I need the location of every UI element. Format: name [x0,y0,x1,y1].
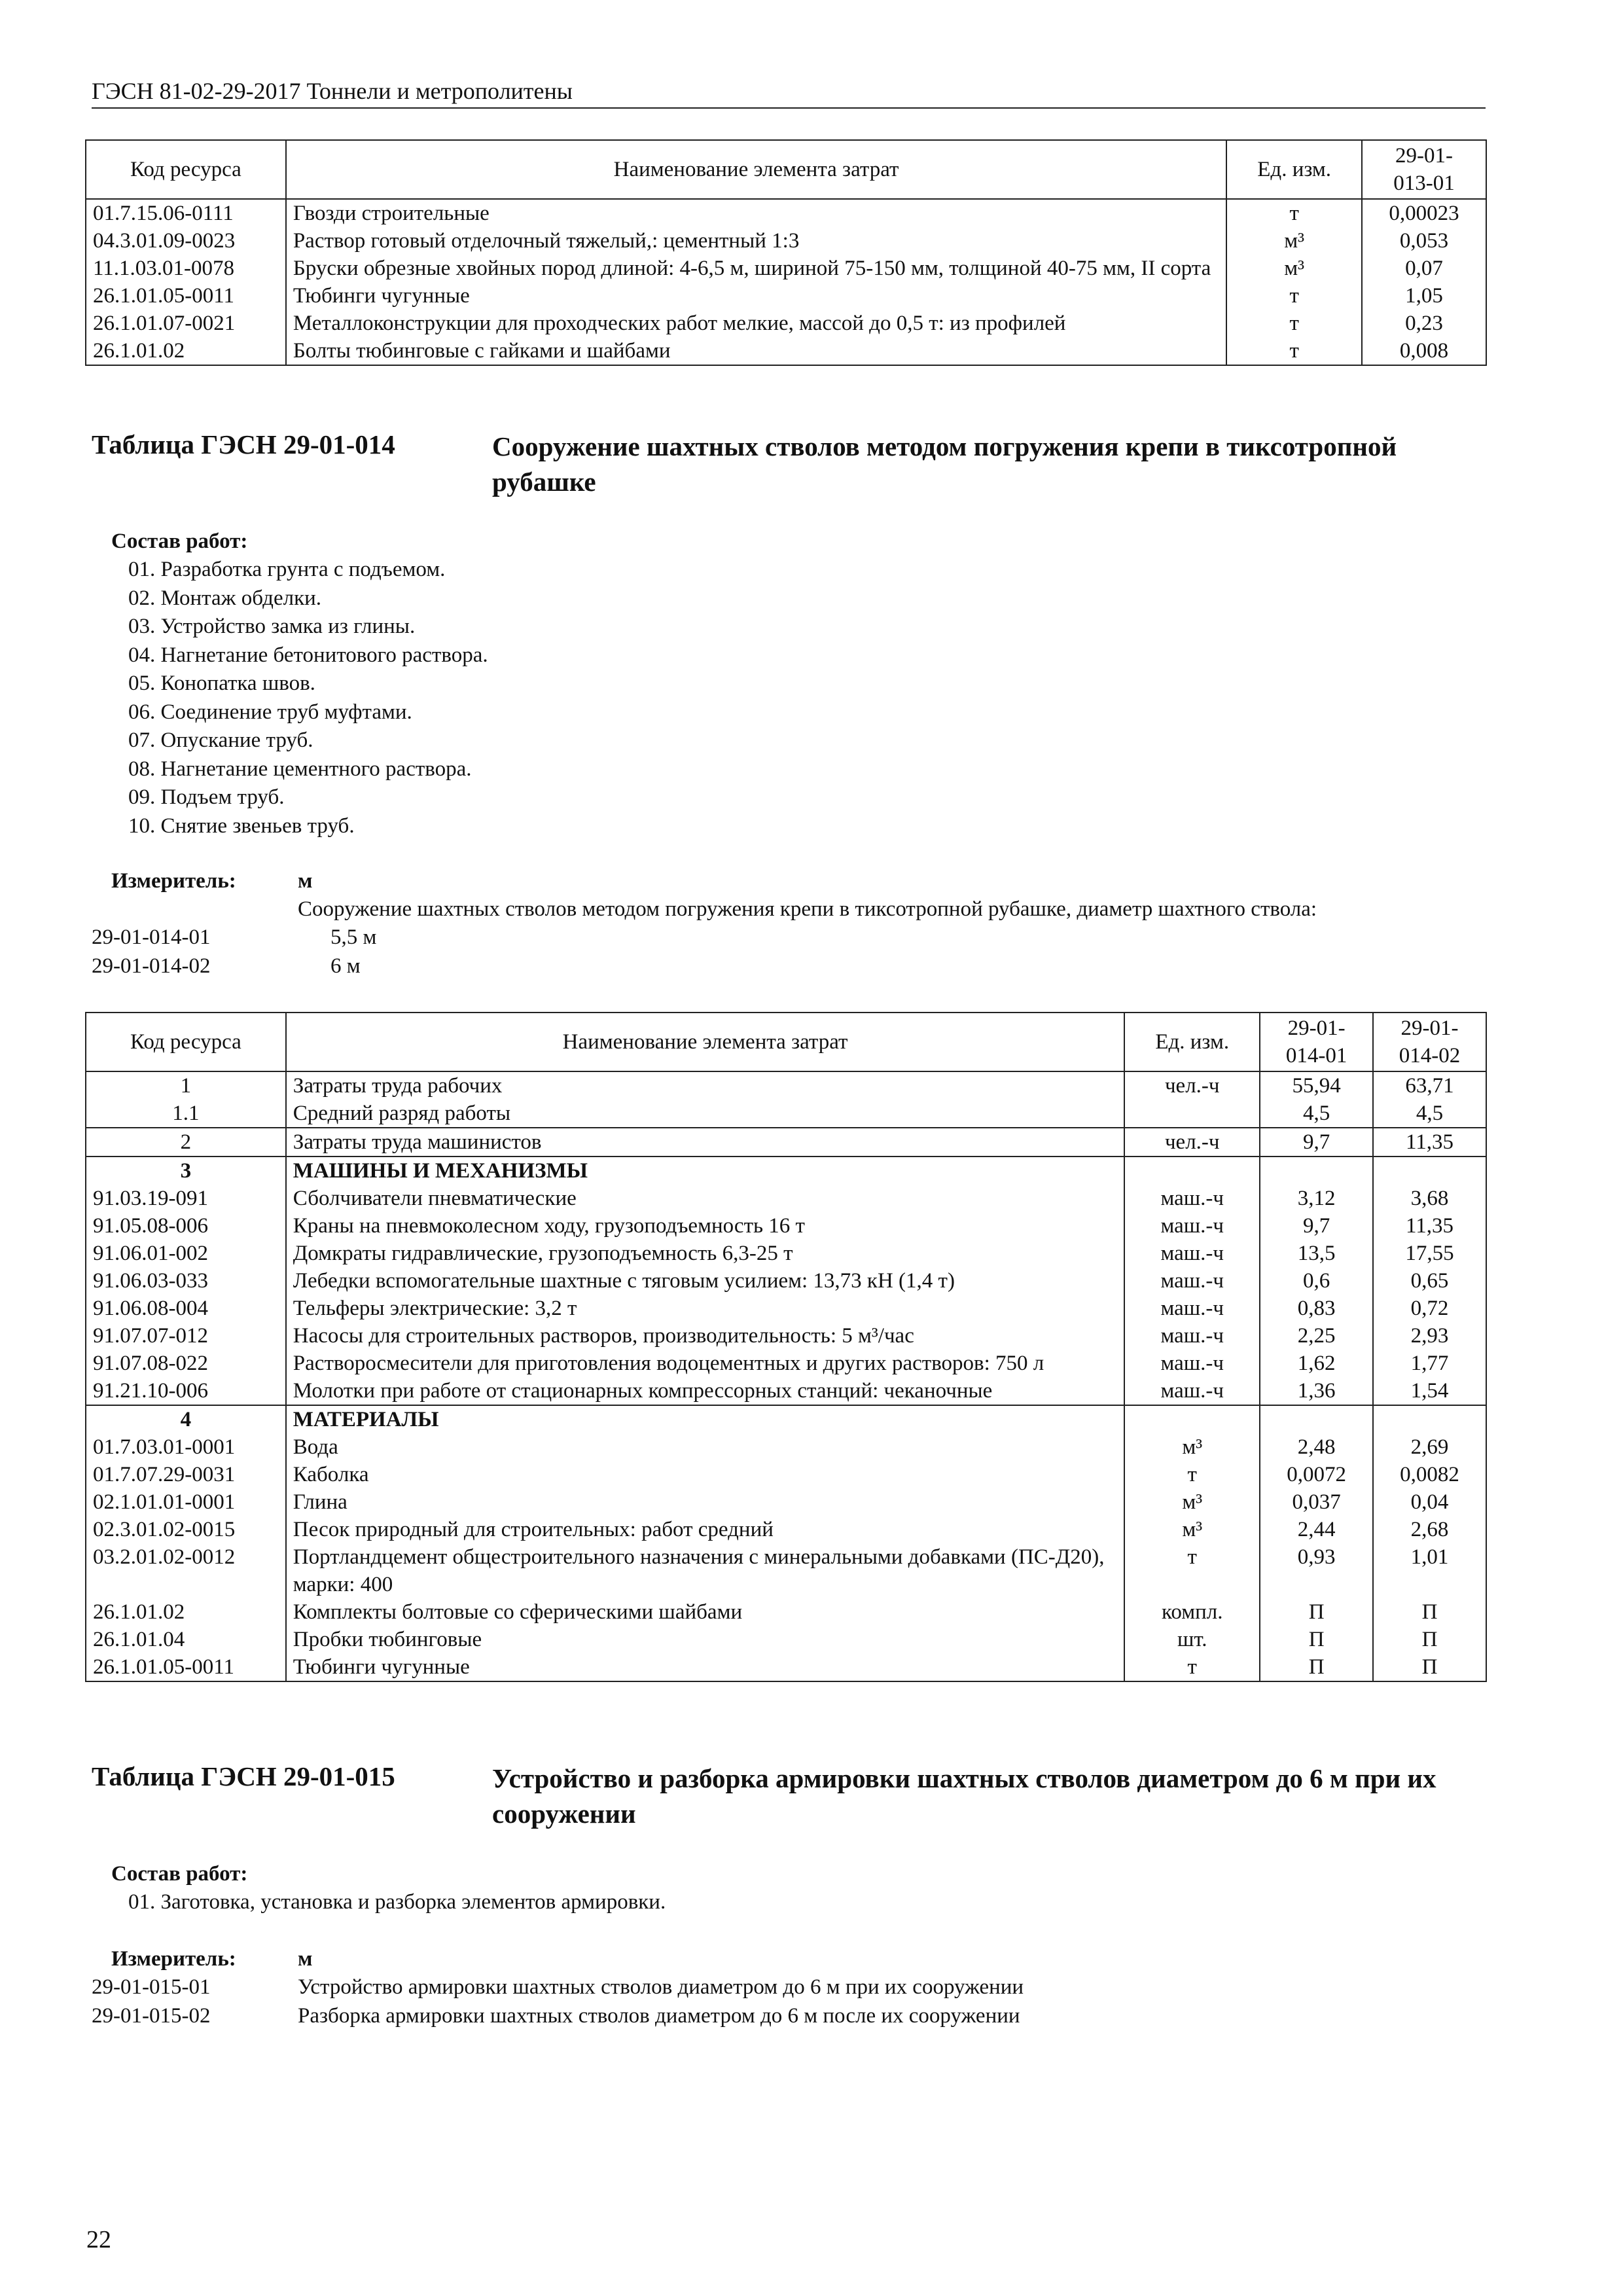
resource-name: Металлоконструкции для проходческих работ мелкие, массой до 0,5 т: из профилей [286,310,1226,337]
resource-name: МАШИНЫ И МЕХАНИЗМЫ [286,1157,1125,1185]
resource-name: Домкраты гидравлические, грузоподъемность 6,3-25 т [286,1240,1125,1267]
norm-value-2: 63,71 [1373,1071,1486,1100]
resource-code: 91.06.01-002 [86,1240,286,1267]
norms-list-2 [92,1973,1024,2030]
resource-name: Насосы для строительных растворов, производительность: 5 м³/час [286,1322,1125,1350]
resource-name: МАТЕРИАЛЫ [286,1405,1125,1433]
resource-unit: т [1124,1543,1260,1598]
resource-unit: т [1226,282,1362,310]
resource-unit: м³ [1124,1488,1260,1516]
table-title-29-01-015: Устройство и разборка армировки шахтных стволов диаметром до 6 м при их сооружении [492,1763,1436,1829]
resource-code: 91.06.08-004 [86,1295,286,1322]
table-row [86,310,1486,337]
resource-code: 1 [86,1071,286,1100]
resource-code: 91.07.07-012 [86,1322,286,1350]
resource-unit: чел.-ч [1124,1071,1260,1100]
resource-name: Молотки при работе от стационарных компрессорных станций: чеканочные [286,1377,1125,1405]
norm-text: 6 м [330,954,361,978]
col-header-norm: 29-01- 013-01 [1362,140,1486,199]
table-29-01-014 [85,1012,1487,1682]
norm-value: 1,05 [1362,282,1486,310]
norm-value-1 [1260,1157,1373,1185]
norm-value-2: 2,93 [1373,1322,1486,1350]
resource-code: 26.1.01.02 [86,1598,286,1626]
section-header-row [86,1405,1486,1433]
resource-unit: шт. [1124,1626,1260,1653]
resource-name: Сболчиватели пневматические [286,1185,1125,1212]
norm-value-1: 0,83 [1260,1295,1373,1322]
resource-name: Комплекты болтовые со сферическими шайбами [286,1598,1125,1626]
resource-name: Бруски обрезные хвойных пород длиной: 4-6,5 м, шириной 75-150 мм, толщиной 40-75 мм, II сорта [286,255,1226,282]
work-item: 09. Подъем труб. [128,785,285,809]
resource-unit: м³ [1226,227,1362,255]
resource-unit: компл. [1124,1598,1260,1626]
table-29-01-013 [85,139,1487,366]
table-row [86,1626,1486,1653]
resource-code: 04.3.01.09-0023 [86,227,286,255]
resource-unit: маш.-ч [1124,1295,1260,1322]
norm-value-1: 0,93 [1260,1543,1373,1598]
table-row [86,255,1486,282]
resource-unit: м³ [1124,1433,1260,1461]
resource-name: Песок природный для строительных: работ средний [286,1516,1125,1543]
table-row [86,1350,1486,1377]
resource-code: 01.7.15.06-0111 [86,199,286,227]
norm-text: Устройство армировки шахтных стволов диаметром до 6 м при их сооружении [298,1975,1024,1999]
norm-value: 0,00023 [1362,199,1486,227]
norm-value-2 [1373,1157,1486,1185]
resource-name: Затраты труда машинистов [286,1128,1125,1157]
table-row [86,1100,1486,1128]
col-header-norm-1: 29-01- 014-01 [1260,1013,1373,1071]
resource-unit: т [1226,337,1362,365]
works-label-2: Состав работ: [111,1862,248,1886]
norm-value-1: П [1260,1626,1373,1653]
work-item: 06. Соединение труб муфтами. [128,700,412,724]
norm-code: 29-01-014-01 [92,925,211,949]
norm-row [92,2002,1024,2031]
table-label-29-01-014: Таблица ГЭСН 29-01-014 [92,429,395,459]
work-item: 10. Снятие звеньев труб. [128,814,355,838]
resource-name: Глина [286,1488,1125,1516]
norm-value-1: 2,48 [1260,1433,1373,1461]
work-item: 08. Нагнетание цементного раствора. [128,757,472,781]
works-list [128,556,488,840]
resource-name: Тельферы электрические: 3,2 т [286,1295,1125,1322]
resource-unit: маш.-ч [1124,1240,1260,1267]
norm-text: Разборка армировки шахтных стволов диаметром до 6 м после их сооружении [298,2003,1020,2028]
norm-value-1: 3,12 [1260,1185,1373,1212]
resource-unit: маш.-ч [1124,1212,1260,1240]
table-row [86,1295,1486,1322]
col-header-code: Код ресурса [86,140,286,199]
norm-value-1: П [1260,1598,1373,1626]
resource-unit: т [1124,1461,1260,1488]
resource-code: 91.05.08-006 [86,1212,286,1240]
works-list-2 [128,1888,666,1917]
col-header-unit: Ед. изм. [1124,1013,1260,1071]
norm-value-2: 1,01 [1373,1543,1486,1598]
table-row [86,1488,1486,1516]
resource-code: 02.1.01.01-0001 [86,1488,286,1516]
norm-row [92,952,376,981]
resource-code: 1.1 [86,1100,286,1128]
table-row [86,1516,1486,1543]
table-label-29-01-015: Таблица ГЭСН 29-01-015 [92,1761,395,1791]
resource-name: Каболка [286,1461,1125,1488]
table-row [86,1212,1486,1240]
resource-code: 91.21.10-006 [86,1377,286,1405]
work-item: 07. Опускание труб. [128,728,313,752]
meter-unit-2: м [298,1947,313,1971]
col-header-unit: Ед. изм. [1226,140,1362,199]
norm-value-1: 0,037 [1260,1488,1373,1516]
resource-name: Краны на пневмоколесном ходу, грузоподъемность 16 т [286,1212,1125,1240]
table-row [86,282,1486,310]
work-item: 01. Разработка грунта с подъемом. [128,558,446,581]
norm-value-2: 1,54 [1373,1377,1486,1405]
table-row [86,1322,1486,1350]
norm-value-1: 55,94 [1260,1071,1373,1100]
resource-name: Лебедки вспомогательные шахтные с тяговым усилием: 13,73 кН (1,4 т) [286,1267,1125,1295]
norm-value-2: 11,35 [1373,1212,1486,1240]
works-label: Состав работ: [111,529,248,553]
resource-code: 01.7.07.29-0031 [86,1461,286,1488]
resource-code: 26.1.01.04 [86,1626,286,1653]
col-header-name: Наименование элемента затрат [286,1013,1125,1071]
page-number: 22 [86,2226,111,2253]
section-header-row [86,1157,1486,1185]
table-header-row [86,140,1486,199]
resource-code: 02.3.01.02-0015 [86,1516,286,1543]
norm-text: 5,5 м [330,925,377,949]
work-item: 05. Конопатка швов. [128,672,315,695]
resource-name: Портландцемент общестроительного назначения с минеральными добавками (ПС-Д20), марки: 400 [286,1543,1125,1598]
table-row [86,1598,1486,1626]
resource-name: Болты тюбинговые с гайками и шайбами [286,337,1226,365]
norm-value: 0,008 [1362,337,1486,365]
norm-row [92,924,376,952]
resource-unit: маш.-ч [1124,1267,1260,1295]
table-row [86,1433,1486,1461]
norm-row [92,1973,1024,2002]
norm-value: 0,053 [1362,227,1486,255]
meter-label: Измеритель: [111,869,236,893]
resource-name: Гвозди строительные [286,199,1226,227]
norm-value-2: 1,77 [1373,1350,1486,1377]
resource-name: Пробки тюбинговые [286,1626,1125,1653]
resource-unit [1124,1405,1260,1433]
norm-value-2: 0,0082 [1373,1461,1486,1488]
resource-code: 91.06.03-033 [86,1267,286,1295]
resource-code: 3 [86,1157,286,1185]
norm-value-1: 9,7 [1260,1212,1373,1240]
resource-name: Растворосмесители для приготовления водоцементных и других растворов: 750 л [286,1350,1125,1377]
norm-value-2: 2,68 [1373,1516,1486,1543]
norm-value-2: П [1373,1626,1486,1653]
resource-code: 26.1.01.07-0021 [86,310,286,337]
meter-description: Сооружение шахтных стволов методом погружения крепи в тиксотропной рубашке, диаметр шахтного ствола: [298,897,1317,921]
norm-value-2: 11,35 [1373,1128,1486,1157]
running-header: ГЭСН 81-02-29-2017 Тоннели и метрополитены [92,77,1486,109]
norm-value-2: 0,72 [1373,1295,1486,1322]
resource-code: 03.2.01.02-0012 [86,1543,286,1598]
norm-value-1 [1260,1405,1373,1433]
table-row [86,1240,1486,1267]
resource-code: 11.1.03.01-0078 [86,255,286,282]
norm-value-2: 0,04 [1373,1488,1486,1516]
norm-value-1: 4,5 [1260,1100,1373,1128]
resource-code: 26.1.01.02 [86,337,286,365]
resource-code: 91.03.19-091 [86,1185,286,1212]
col-header-norm-2: 29-01- 014-02 [1373,1013,1486,1071]
resource-name: Тюбинги чугунные [286,1653,1125,1681]
work-item: 03. Устройство замка из глины. [128,615,416,638]
table-row [86,1377,1486,1405]
meter-label-2: Измеритель: [111,1947,236,1971]
norm-code: 29-01-015-02 [92,2003,211,2028]
norm-value-1: 1,62 [1260,1350,1373,1377]
norm-value: 0,07 [1362,255,1486,282]
col-header-code: Код ресурса [86,1013,286,1071]
table-row [86,337,1486,365]
table-row [86,227,1486,255]
table-row [86,199,1486,227]
resource-unit: т [1226,310,1362,337]
table-row [86,1267,1486,1295]
norm-value-1: 1,36 [1260,1377,1373,1405]
resource-unit: маш.-ч [1124,1350,1260,1377]
norm-value-2: 2,69 [1373,1433,1486,1461]
work-item: 01. Заготовка, установка и разборка элементов армировки. [128,1890,666,1914]
resource-code: 4 [86,1405,286,1433]
work-item: 04. Нагнетание бетонитового раствора. [128,643,488,667]
table-row [86,1128,1486,1157]
resource-name: Тюбинги чугунные [286,282,1226,310]
norm-value-1: 0,6 [1260,1267,1373,1295]
norm-value-1: 0,0072 [1260,1461,1373,1488]
resource-unit: чел.-ч [1124,1128,1260,1157]
norm-value-2: П [1373,1598,1486,1626]
resource-name: Вода [286,1433,1125,1461]
resource-unit: т [1124,1653,1260,1681]
norm-value-1: 2,25 [1260,1322,1373,1350]
norm-value-2 [1373,1405,1486,1433]
table-row [86,1653,1486,1681]
norm-value-2: 4,5 [1373,1100,1486,1128]
resource-unit: маш.-ч [1124,1322,1260,1350]
norm-value-1: 13,5 [1260,1240,1373,1267]
col-header-name: Наименование элемента затрат [286,140,1226,199]
norm-value-1: 9,7 [1260,1128,1373,1157]
resource-unit: маш.-ч [1124,1185,1260,1212]
norm-value-1: П [1260,1653,1373,1681]
norm-code: 29-01-015-01 [92,1975,211,1999]
norm-value-2: 3,68 [1373,1185,1486,1212]
norm-value-2: 17,55 [1373,1240,1486,1267]
resource-unit: м³ [1124,1516,1260,1543]
norm-value-2: 0,65 [1373,1267,1486,1295]
resource-name: Раствор готовый отделочный тяжелый,: цементный 1:3 [286,227,1226,255]
norm-code: 29-01-014-02 [92,954,211,978]
norm-value-1: 2,44 [1260,1516,1373,1543]
resource-name: Средний разряд работы [286,1100,1125,1128]
resource-unit: м³ [1226,255,1362,282]
resource-unit [1124,1157,1260,1185]
table-row [86,1185,1486,1212]
norm-value-2: П [1373,1653,1486,1681]
norms-list [92,924,376,980]
resource-code: 2 [86,1128,286,1157]
resource-code: 26.1.01.05-0011 [86,282,286,310]
meter-unit: м [298,869,313,893]
table-header-row [86,1013,1486,1071]
resource-name: Затраты труда рабочих [286,1071,1125,1100]
resource-code: 01.7.03.01-0001 [86,1433,286,1461]
resource-code: 26.1.01.05-0011 [86,1653,286,1681]
table-row [86,1071,1486,1100]
table-title-29-01-014: Сооружение шахтных стволов методом погружения крепи в тиксотропной рубашке [492,431,1397,497]
resource-unit: маш.-ч [1124,1377,1260,1405]
table-row [86,1543,1486,1598]
resource-code: 91.07.08-022 [86,1350,286,1377]
resource-unit: т [1226,199,1362,227]
table-row [86,1461,1486,1488]
resource-unit [1124,1100,1260,1128]
norm-value: 0,23 [1362,310,1486,337]
work-item: 02. Монтаж обделки. [128,586,322,610]
